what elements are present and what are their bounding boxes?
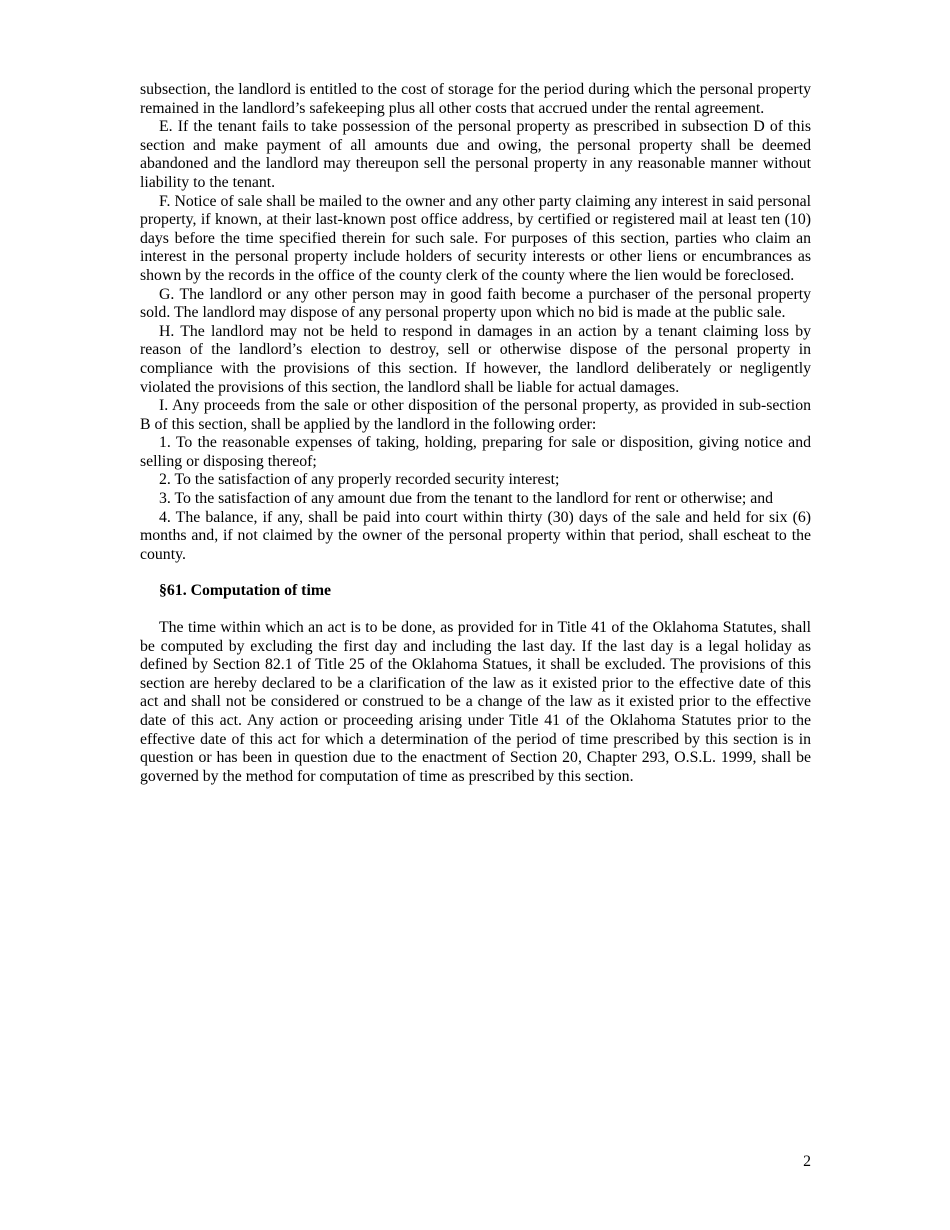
paragraph-e: E. If the tenant fails to take possession of the personal property as prescribed in subsection D of this section and make payment of all amounts due and owing, the personal property shall be deemed abandoned and the landlord may thereupon sell the personal property in any reasonable manner without liability to the tenant.	[140, 118, 811, 191]
paragraph-continuation: subsection, the landlord is entitled to the cost of storage for the period during which the personal property remained in the landlord’s safekeeping plus all other costs that accrued under the rental agreement.	[140, 81, 811, 117]
paragraph-h: H. The landlord may not be held to respond in damages in an action by a tenant claiming loss by reason of the landlord’s election to destroy, sell or otherwise dispose of the personal property in compliance with the provisions of this section. If however, the landlord deliberately or negligently violated the provisions of this section, the landlord shall be liable for actual damages.	[140, 322, 811, 396]
list-item-2: 2. To the satisfaction of any properly recorded security interest;	[159, 471, 560, 489]
list-item-3: 3. To the satisfaction of any amount due from the tenant to the landlord for rent or otherwise; and	[159, 490, 774, 508]
paragraph-g: G. The landlord or any other person may in good faith become a purchaser of the personal property sold. The landlord may dispose of any personal property upon which no bid is made at the public sale.	[140, 285, 811, 322]
list-item-1: 1. To the reasonable expenses of taking, holding, preparing for sale or disposition, giving notice and selling or disposing thereof;	[140, 434, 811, 470]
list-item-4: 4. The balance, if any, shall be paid into court within thirty (30) days of the sale and held for six (6) months and, if not claimed by the owner of the personal property within that period, shall escheat to the county.	[140, 508, 811, 563]
section-body: The time within which an act is to be done, as provided for in Title 41 of the Oklahoma Statutes, shall be computed by excluding the first day and including the last day. If the last day is a legal holiday as defined by Section 82.1 of Title 25 of the Oklahoma Statues, it shall be excluded. The provisions of this section are hereby declared to be a clarification of the law as it existed prior to the effective date of this act and shall not be considered or construed to be a change of the law as it existed prior to the effective date of this act. Any action or proceeding arising under Title 41 of the Oklahoma Statutes prior to the effective date of this act for which a determination of the period of time prescribed by this section is in question or has been in question due to the enactment of Section 20, Chapter 293, O.S.L. 1999, shall be governed by the method for computation of time as prescribed by this section.	[140, 619, 811, 785]
page-number: 2	[803, 1153, 811, 1170]
paragraph-i: I. Any proceeds from the sale or other disposition of the personal property, as provided in sub-section B of this section, shall be applied by the landlord in the following order:	[140, 397, 811, 433]
section-heading: §61. Computation of time	[159, 582, 331, 600]
paragraph-f: F. Notice of sale shall be mailed to the owner and any other party claiming any interest in said personal property, if known, at their last-known post office address, by certified or registered mail at least ten (10) days before the time specified therein for such sale. For purposes of this section, parties who claim an interest in the personal property include holders of security interests or other liens or encumbrances as shown by the records in the office of the county clerk of the county where the lien would be foreclosed.	[140, 192, 811, 284]
document-page	[140, 81, 811, 786]
